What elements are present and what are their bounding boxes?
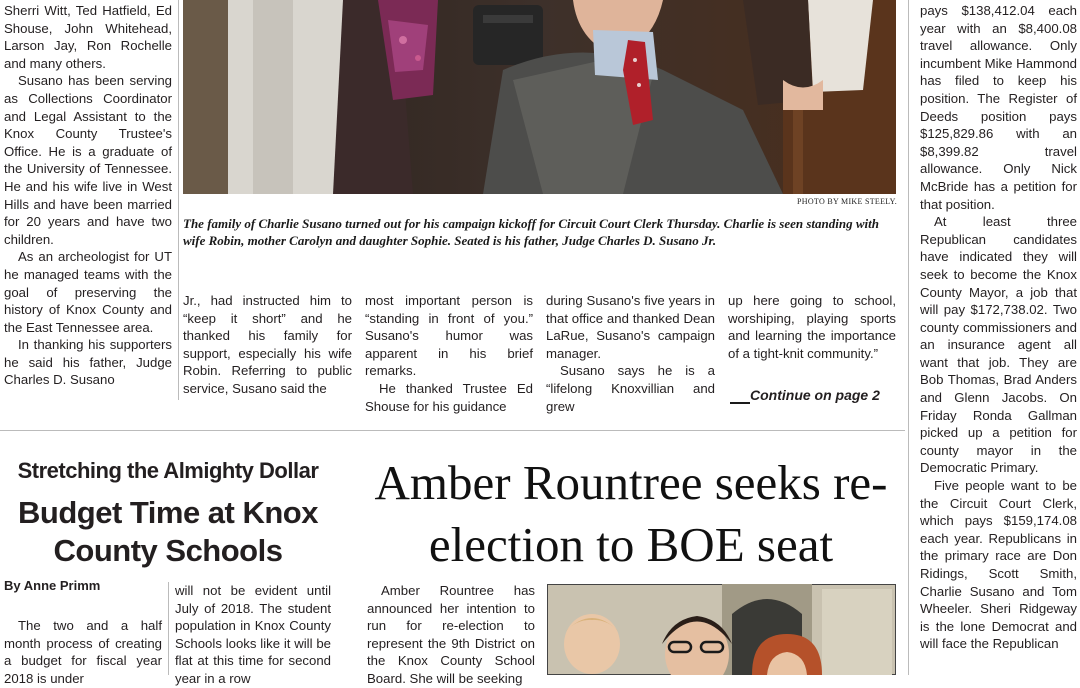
- story-paragraph: He thanked Trustee Ed Shouse for his guidance: [365, 380, 533, 414]
- photo-credit: PHOTO BY MIKE STEELY.: [797, 197, 898, 206]
- left-paragraph: As an archeologist for UT he managed teams with the goal of preserving the history of Knox County and the East Tennessee area.: [4, 249, 172, 335]
- continue-link[interactable]: Continue on page 2: [750, 387, 880, 403]
- budget-column-1: [4, 617, 162, 687]
- story-column-4: [546, 292, 715, 415]
- story-column-3: [365, 292, 533, 415]
- left-paragraph: Susano has been serving as Collections Coordinator and Legal Assistant to the Knox County Trustee's Office. He is a graduate of the University of Tennessee. He and his wife live in West Hills and have been married for 20 years and have two children.: [4, 73, 172, 247]
- column-divider: [178, 0, 179, 400]
- right-paragraph: At least three Republican candidates have indicated they will seek to become the Knox County Mayor, a job that will pay $172,738.02. Two county commissioners and an insurance agent all want that job. They are Bob Thomas, Brad Anders and Glenn Jacobs. On Friday Ronda Gallman picked up a petition for county mayor in the Democratic Primary.: [920, 214, 1077, 476]
- story-paragraph: Susano says he is a “lifelong Knoxvillian and grew: [546, 363, 715, 414]
- left-paragraph: In thanking his supporters he said his father, Judge Charles D. Susano: [4, 337, 172, 388]
- amber-column: [367, 582, 535, 688]
- amber-headline: Amber Rountree seeks re-election to BOE seat: [374, 455, 888, 572]
- budget-headline: Budget Time at Knox County Schools: [18, 495, 318, 568]
- story-paragraph: most important person is “standing in front of you.” Susano's humor was apparent in his brief remarks.: [365, 293, 533, 379]
- campaign-kickoff-photo: [183, 0, 896, 194]
- section-divider: [0, 430, 905, 431]
- budget-byline: By Anne Primm: [4, 578, 101, 593]
- budget-paragraph: will not be evident until July of 2018. The student population in Knox County Schools looks like it will be flat at this time for second year in a row: [175, 583, 331, 686]
- budget-kicker: Stretching the Almighty Dollar: [17, 458, 319, 483]
- left-story-column: [4, 2, 172, 389]
- continue-underline: [730, 402, 750, 404]
- right-paragraph: Five people want to be the Circuit Court Clerk, which pays $159,174.08 each year. Republicans in the primary race are Don Ridings, Scott Smith, Charlie Susano and Tom Wheeler. Sheri Ridgeway is the lone Democrat and will face the Republican: [920, 478, 1077, 652]
- family-photo-illustration: [183, 0, 896, 194]
- budget-column-2: [175, 582, 331, 688]
- right-story-column: [920, 2, 1077, 653]
- supporters-list: Sherri Witt, Ted Hatfield, Ed Shouse, John Whitehead, Larson Jay, Ron Rochelle and many others.: [4, 3, 172, 71]
- story-column-5: [728, 292, 896, 362]
- photo-caption: The family of Charlie Susano turned out for his campaign kickoff for Circuit Court Clerk Thursday. Charlie is seen standing with wife Robin, mother Carolyn and daughter Sophie. Seated is his father, Judge Charles D. Susano Jr.: [183, 216, 879, 248]
- story-paragraph: up here going to school, worshiping, playing sports and learning the importance of a tight-knit community.”: [728, 293, 896, 361]
- amber-rountree-photo: [547, 584, 896, 675]
- story-paragraph: during Susano's five years in that office and thanked Dean LaRue, Susano's campaign manager.: [546, 293, 715, 361]
- amber-photo-illustration: [547, 584, 896, 675]
- column-divider: [908, 0, 909, 675]
- story-paragraph: Jr., had instructed him to “keep it short” and he thanked his family for support, especially his wife Robin. Referring to public service, Susano said the: [183, 293, 352, 396]
- right-paragraph: pays $138,412.04 each year with an $8,400.08 travel allowance. Only incumbent Mike Hammond has filed to keep his position. The Register of Deeds position pays $125,829.86 with an $8,399.82 travel allowance. Only Nick McBride has a petition for that position.: [920, 3, 1077, 212]
- story-column-2: [183, 292, 352, 398]
- column-divider: [168, 582, 169, 675]
- amber-paragraph: Amber Rountree has announced her intention to run for re-election to represent the 9th District on the Knox County School Board. She will be seeking: [367, 583, 535, 686]
- budget-paragraph: The two and a half month process of creating a budget for fiscal year 2018 is under: [4, 618, 162, 686]
